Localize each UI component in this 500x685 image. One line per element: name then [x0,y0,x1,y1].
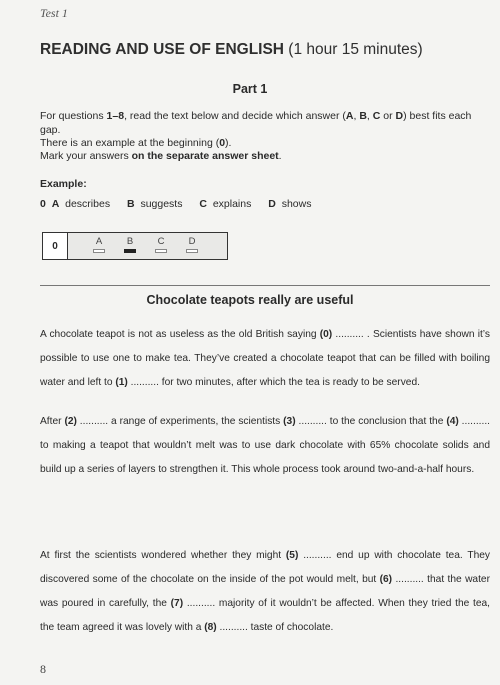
lozenge-letter: D [188,236,196,247]
answer-lozenge-d [185,236,199,253]
page-title-duration: (1 hour 15 minutes) [284,41,423,58]
lozenge-letter: A [95,236,103,247]
gap-number: (6) [379,574,393,585]
divider [40,285,490,286]
gap-number: (8) [204,622,217,633]
text-run: .......... a range of experiments, the scientists [76,416,284,427]
page-title [40,41,423,59]
gap-number: (4) [446,416,459,427]
instr-range: 1–8 [106,110,125,122]
option-text: describes [65,198,111,210]
answer-lozenge-b [123,236,137,253]
lozenge-mark [124,249,136,253]
gap-number: (3) [283,416,296,427]
text-run: .......... . Scientists have shown it’s possible to use one to make tea. They’ve created a chocolate teapot that can be filled with boiling water and left to [40,329,490,388]
option-text: shows [281,198,312,210]
option-letter: C [199,198,207,210]
option-letter: D [268,198,276,210]
example-option-d [268,198,311,210]
lozenge-mark [155,249,167,253]
paragraph-2 [40,410,490,482]
text-run: .......... taste of chocolate. [216,622,334,633]
text-run: .......... that the water was poured in carefully, the [40,574,490,609]
page-number: 8 [40,662,46,676]
paragraph-3 [40,544,490,640]
instructions [40,110,480,151]
text-run: A chocolate teapot is not as useless as the old British saying [40,329,320,340]
answer-box-number: 0 [43,233,68,259]
text-run: .......... to the conclusion that the [295,416,447,427]
example-options [40,198,325,210]
part-title: Part 1 [232,82,268,96]
instr-text: , [366,110,373,122]
answer-sheet-emphasis: on the separate answer sheet [131,150,279,162]
instr-letter-c: C [372,110,381,122]
instr-text: , [353,110,360,122]
page-title-bold: READING AND USE OF ENGLISH [40,41,284,58]
paragraph-1 [40,323,490,395]
text-run: .......... end up with chocolate tea. They discovered some of the chocolate on the inside of the pot would melt, but [40,550,490,585]
gap-number: (1) [115,377,128,388]
instr-text: There is an example at the beginning ( [40,137,220,149]
option-letter: A [51,198,60,210]
instr-letter-b: B [359,110,367,122]
example-answer-box [42,232,228,260]
text-title: Chocolate teapots really are useful [146,293,354,307]
gap-number: (7) [170,598,184,609]
option-text: explains [212,198,252,210]
instr-text: ). [225,137,232,149]
answer-lozenge-c [154,236,168,253]
instr-example-number: 0 [219,137,226,149]
text-run: .......... majority of it wouldn’t be affected. When they tried the tea, the team agreed it was lovely with a [40,598,491,633]
option-text: suggests [140,198,183,210]
example-option-b [127,198,182,210]
gap-number: (5) [285,550,299,561]
instr-text: ) best fits each gap. [40,110,472,136]
instr-text: For questions [40,110,107,122]
lozenge-letter: B [126,236,134,247]
lozenge-letter: C [157,236,165,247]
mark-answers-instruction [40,150,480,164]
example-label: Example: [40,178,87,190]
example-option-c [199,198,251,210]
running-head: Test 1 [40,6,68,20]
example-number-and-option-a [40,198,110,210]
instr-letter-a: A [345,110,354,122]
text-run: At first the scientists wondered whether they might [40,550,286,561]
instr-text: Mark your answers [40,150,132,162]
gap-number: (0) [319,329,333,340]
lozenge-mark [186,249,198,253]
instr-text: or [380,110,396,122]
example-number: 0 [40,198,46,210]
lozenge-mark [93,249,105,253]
text-run: After [40,416,65,427]
answer-lozenge-a [92,236,106,253]
text-run: .......... to making a teapot that wouldn’t melt was to use dark chocolate with 65% chocolate solids and build up a series of layers to strengthen it. This whole process took around two-and-a-half hours. [40,416,490,475]
gap-number: (2) [64,416,77,427]
instr-letter-d: D [395,110,404,122]
text-run: .......... for two minutes, after which the tea is ready to be served. [127,377,420,388]
instr-text: . [278,150,282,162]
instr-text: , read the text below and decide which answer ( [124,110,346,122]
option-letter: B [127,198,135,210]
